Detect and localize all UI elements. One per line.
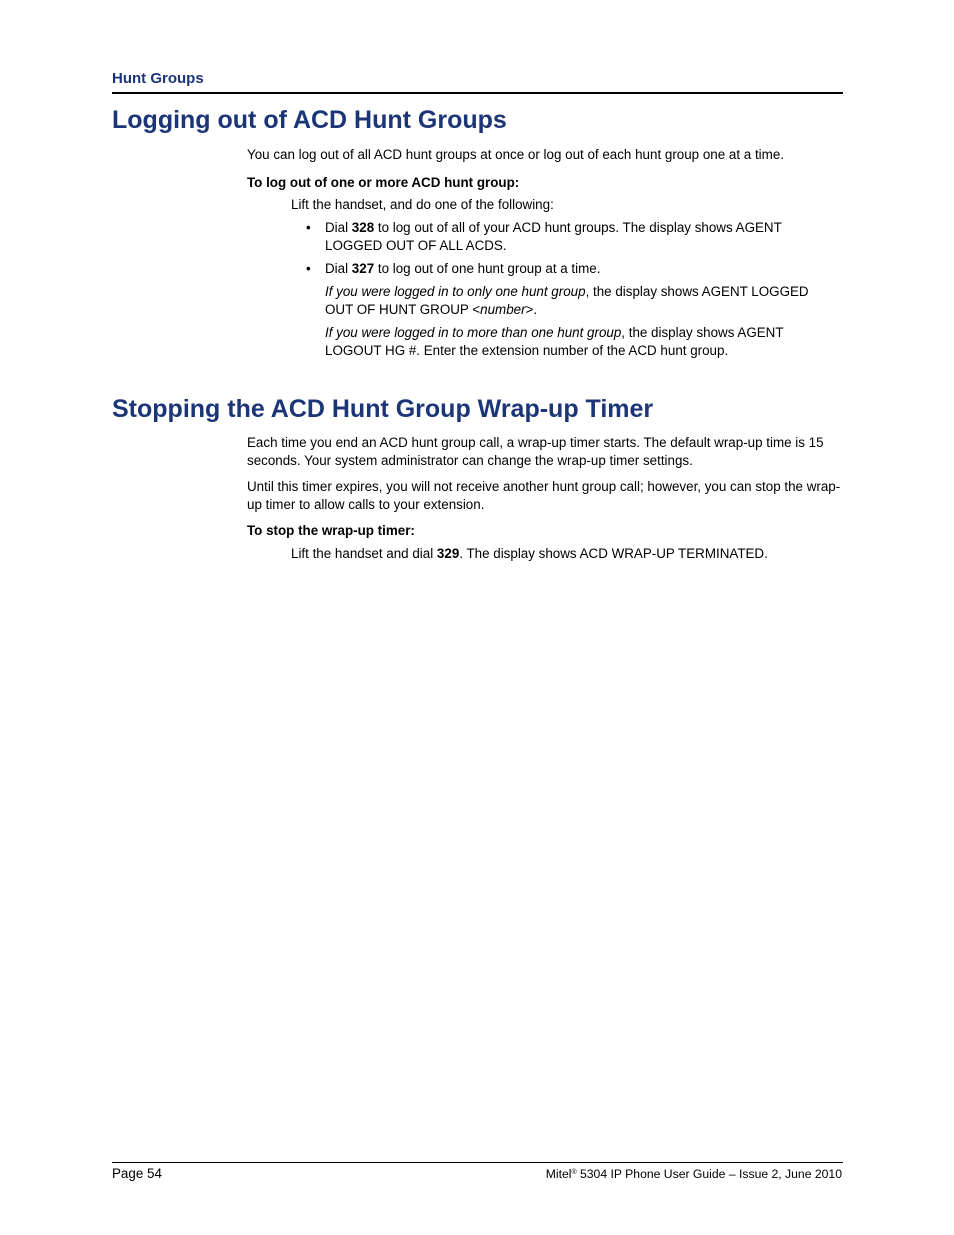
logout-intro: You can log out of all ACD hunt groups at once or log out of each hunt group one at a time. [247,147,784,162]
wrapup-para-2: Until this timer expires, you will not receive another hunt group call; however, you can stop the wrap-up timer to allow calls to your extension. [247,479,841,512]
wrapup-para-1: Each time you end an ACD hunt group call, a wrap-up timer starts. The default wrap-up time is 15 seconds. Your system administrator can change the wrap-up timer settings. [247,435,824,468]
registered-mark: ® [571,1169,577,1176]
note-multiple-hunt-groups: If you were logged in to more than one hunt group, the display shows AGENT LOGOUT HG #. Enter the extension number of the ACD hunt group. [325,325,784,358]
page-number: Page 54 [112,1166,162,1181]
bullet-text: Dial 327 to log out of one hunt group at a time. [325,261,601,276]
wrapup-step: Lift the handset and dial 329. The display shows ACD WRAP-UP TERMINATED. [291,546,768,561]
header-rule [112,92,843,94]
footer-rule [112,1162,843,1163]
logout-step: Lift the handset, and do one of the following: [291,197,554,212]
bullet-icon: • [306,261,311,276]
section-title-wrapup: Stopping the ACD Hunt Group Wrap-up Timer [112,395,654,423]
dial-code-329: 329 [436,546,460,561]
note-one-hunt-group: If you were logged in to only one hunt group, the display shows AGENT LOGGED OUT OF HUNT GROUP <number>. [325,284,809,317]
section-title-logout: Logging out of ACD Hunt Groups [112,106,507,134]
bullet-text: Dial 328 to log out of all of your ACD hunt groups. The display shows AGENT LOGGED OUT OF ALL ACDS. [325,220,782,253]
dial-code-328: 328 [351,220,375,235]
logout-procedure-heading: To log out of one or more ACD hunt group: [247,175,520,190]
wrapup-procedure-heading: To stop the wrap-up timer: [247,523,415,538]
footer-doc-title: Mitel® 5304 IP Phone User Guide – Issue 2, June 2010 [545,1167,842,1181]
bullet-icon: • [306,220,311,235]
dial-code-327: 327 [351,261,375,276]
running-header: Hunt Groups [112,70,204,87]
